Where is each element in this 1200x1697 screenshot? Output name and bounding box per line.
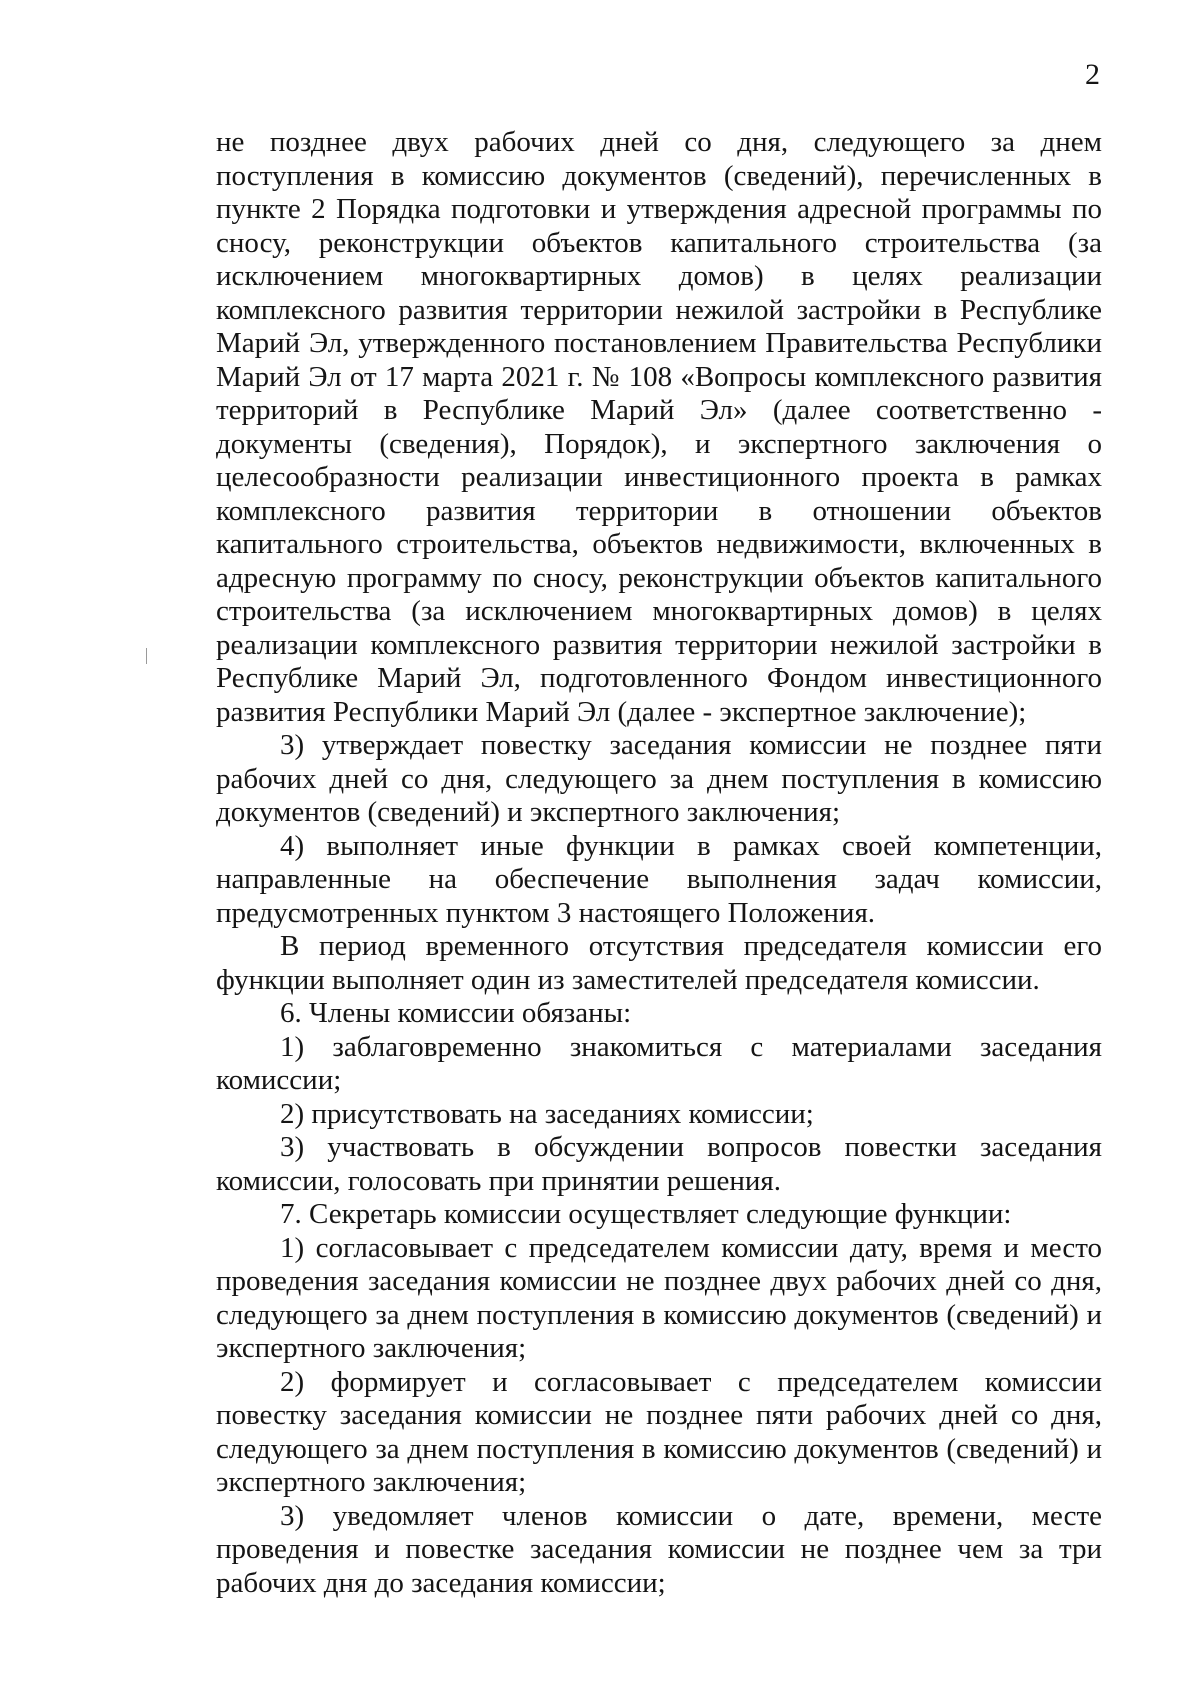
paragraph-item-3-agenda-approval: 3) утверждает повестку заседания комиссии не позднее пяти рабочих дней со дня, следующего за днем поступления в комиссию документов (сведений) и экспертного заключения; (216, 729, 1102, 828)
paragraph-secretary-function-3: 3) уведомляет членов комиссии о дате, времени, месте проведения и повестке заседания комиссии не позднее чем за три рабочих дня до заседания комиссии; (216, 1499, 1102, 1599)
paragraph-members-duty-2: 2) присутствовать на заседаниях комиссии; (280, 1097, 814, 1130)
paragraph-continuation: не позднее двух рабочих дней со дня, следующего за днем поступления в комиссию документов (сведений), перечисленных в пункте 2 Порядка подготовки и утверждения адресной программы по сносу, реконструкции объектов капитального строительства (за исключением многоквартирных домов) в целях реализации комплексного развития территории нежилой застройки в Республике Марий Эл, утвержденного постановлением Правительства Республики Марий Эл от 17 марта 2021 г. № 108 «Вопросы комплексного развития территорий в Республике Марий Эл» (далее соответственно - документы (сведения), Порядок), и экспертного заключения о целесообразности реализации инвестиционного проекта в рамках комплексного развития территории в отношении объектов капитального строительства, объектов недвижимости, включенных в адресную программу по сносу, реконструкции объектов капитального строительства (за исключением многоквартирных домов) в целях реализации комплексного развития территории нежилой застройки в Республике Марий Эл, подготовленного Фондом инвестиционного развития Республики Марий Эл (далее - экспертное заключение); (216, 126, 1102, 728)
document-body (216, 126, 1102, 1600)
paragraph-chairman-absence: В период временного отсутствия председателя комиссии его функции выполняет один из заместителей председателя комиссии. (216, 930, 1102, 996)
scan-artifact-mark (146, 648, 147, 664)
paragraph-section-6-heading: 6. Члены комиссии обязаны: (280, 997, 632, 1029)
paragraph-secretary-function-1: 1) согласовывает с председателем комиссии дату, время и место проведения заседания комиссии не позднее двух рабочих дней со дня, следующего за днем поступления в комиссию документов (сведений) и экспертного заключения; (216, 1231, 1102, 1364)
paragraph-members-duty-1: 1) заблаговременно знакомиться с материалами заседания комиссии; (216, 1030, 1102, 1096)
paragraph-members-duty-3: 3) участвовать в обсуждении вопросов повестки заседания комиссии, голосовать при принятии решения. (216, 1131, 1102, 1197)
paragraph-secretary-function-2: 2) формирует и согласовывает с председателем комиссии повестку заседания комиссии не позднее пяти рабочих дней со дня, следующего за днем поступления в комиссию документов (сведений) и экспертного заключения; (216, 1365, 1102, 1498)
page-number: 2 (1085, 58, 1100, 91)
paragraph-item-4-other-functions: 4) выполняет иные функции в рамках своей компетенции, направленные на обеспечение выполнения задач комиссии, предусмотренных пунктом 3 настоящего Положения. (216, 829, 1102, 929)
paragraph-section-7-heading: 7. Секретарь комиссии осуществляет следующие функции: (280, 1198, 1012, 1230)
